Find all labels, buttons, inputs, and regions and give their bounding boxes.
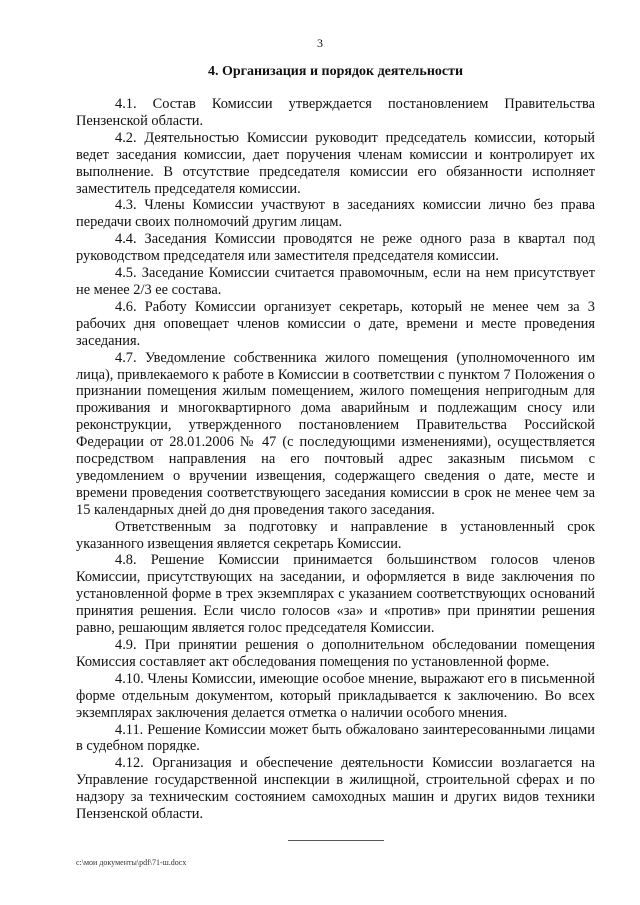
footer-file-path: c:\мои документы\pdf\71-ш.docx: [76, 858, 187, 867]
end-divider: [288, 840, 384, 841]
document-body: [76, 96, 595, 823]
paragraph-4-9: 4.9. При принятии решения о дополнительном обследовании помещения Комиссия составляет акт обследования помещения по установленной форме.: [76, 637, 595, 670]
paragraph-4-4: 4.4. Заседания Комиссии проводятся не реже одного раза в квартал под руководством председателя или заместителя председателя комиссии.: [76, 231, 595, 265]
page-number: 3: [317, 36, 323, 50]
paragraph-4-11: 4.11. Решение Комиссии может быть обжаловано заинтересованными лицами в судебном порядке.: [76, 721, 595, 755]
paragraph-4-7-responsible: Ответственным за подготовку и направление в установленный срок указанного извещения является секретарь Комиссии.: [76, 518, 595, 552]
paragraph-4-2: 4.2. Деятельностью Комиссии руководит председатель комиссии, который ведет заседания комиссии, дает поручения членам комиссии и контролирует их выполнение. В отсутствие председателя комиссии его обязанности исполняет заместитель председателя комиссии.: [76, 129, 595, 197]
paragraph-4-5: 4.5. Заседание Комиссии считается правомочным, если на нем присутствует не менее 2/3 ее состава.: [76, 265, 595, 298]
paragraph-4-8: 4.8. Решение Комиссии принимается большинством голосов членов Комиссии, присутствующих на заседании, и оформляется в виде заключения по установленной форме в трех экземплярах с указанием соответствующих оснований принятия решения. Если число голосов «за» и «против» при принятии решения равно, решающим является голос председателя Комиссии.: [76, 552, 595, 637]
paragraph-4-7: 4.7. Уведомление собственника жилого помещения (уполномоченного им лица), привлекаемого к работе в Комиссии в соответствии с пунктом 7 Положения о признании помещения жилым помещением, жилого помещения непригодным для проживания и многоквартирного дома аварийным и подлежащим сносу или реконструкции, утвержденного постановлением Правительства Российской Федерации от 28.01.2006 № 47 (с последующими изменениями), осуществляется посредством направления на его почтовый адрес заказным письмом с уведомлением о вручении извещения, содержащего сведения о дате, месте и времени проведения соответствующего заседания комиссии в срок не менее чем за 15 календарных дней до дня проведения такого заседания.: [76, 349, 595, 518]
paragraph-4-6: 4.6. Работу Комиссии организует секретарь, который не менее чем за 3 рабочих дня оповещает членов комиссии о дате, времени и месте проведения заседания.: [76, 298, 595, 349]
paragraph-4-3: 4.3. Члены Комиссии участвуют в заседаниях комиссии лично без права передачи своих полномочий другим лицам.: [76, 197, 595, 231]
section-heading: 4. Организация и порядок деятельности: [207, 64, 464, 79]
paragraph-4-1: 4.1. Состав Комиссии утверждается постановлением Правительства Пензенской области.: [76, 96, 595, 129]
paragraph-4-12: 4.12. Организация и обеспечение деятельности Комиссии возлагается на Управление государственной инспекции в жилищной, строительной сферах и по надзору за техническим состоянием самоходных машин и других видов техники Пензенской области.: [76, 755, 595, 823]
paragraph-4-10: 4.10. Члены Комиссии, имеющие особое мнение, выражают его в письменной форме отдельным документом, который прикладывается к заключению. Во всех экземплярах заключения делается отметка о наличии особого мнения.: [76, 670, 595, 721]
